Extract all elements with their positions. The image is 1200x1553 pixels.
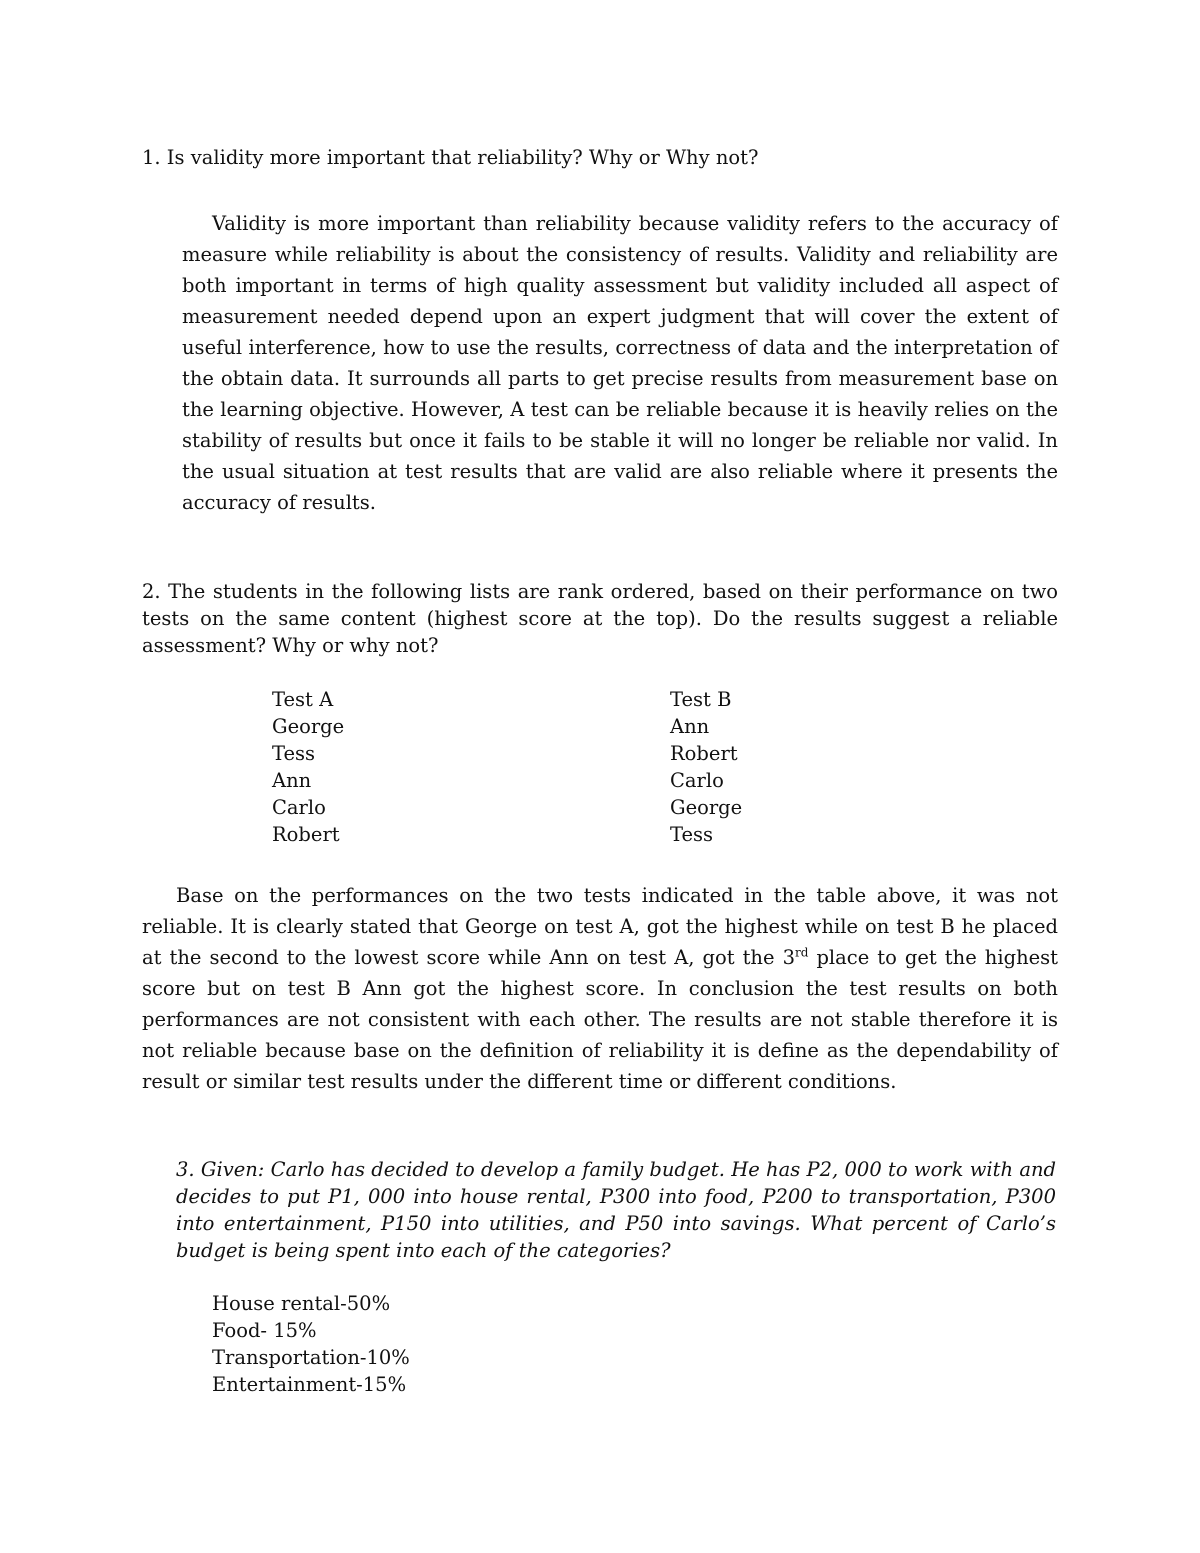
test-b-rank-5: Tess (670, 823, 714, 846)
answer-2-part-1: Base on the performances on the two tests indicated in the table above, it was not reliable. It is clearly stated that George on test A, got the highest while on test B he placed at the second to the lowest score while Ann on test A, got the 3 (142, 884, 1058, 969)
answer-2-part-2: place to get the highest score but on test B Ann got the highest score. In conclusion the test results on both performances are not consistent with each other. The results are not stable therefore it is not reliable because base on the definition of reliability it is define as the dependability of result or similar test results under the different time or different conditions. (142, 946, 1059, 1093)
test-a-header: Test A (272, 688, 334, 711)
test-b-rank-2: Robert (670, 742, 738, 765)
test-a-rank-5: Robert (272, 823, 340, 846)
question-2: 2. The students in the following lists are rank ordered, based on their performance on two tests on the same content (highest score at the top). Do the results suggest a reliable assessment? Why or why not? (142, 580, 1058, 657)
budget-item-entertainment: Entertainment-15% (212, 1373, 407, 1396)
test-a-rank-3: Ann (272, 769, 312, 792)
test-a-rank-2: Tess (272, 742, 316, 765)
test-a-ranking-list (272, 686, 572, 848)
budget-answer-list (212, 1290, 410, 1398)
test-a-rank-1: George (272, 715, 345, 738)
budget-item-transportation: Transportation-10% (212, 1346, 410, 1369)
question-1: 1. Is validity more important that reliability? Why or Why not? (142, 146, 759, 169)
test-b-header: Test B (670, 688, 732, 711)
budget-item-food: Food- 15% (212, 1319, 317, 1342)
budget-item-house-rental: House rental-50% (212, 1292, 391, 1315)
test-b-rank-1: Ann (670, 715, 710, 738)
test-b-ranking-list (670, 686, 970, 848)
question-3: 3. Given: Carlo has decided to develop a family budget. He has P2, 000 to work with and decides to put P1, 000 into house rental, P300 into food, P200 to transportation, P300 into entertainment, P150 into utilities, and P50 into savings. What percent of Carlo’s budget is being spent into each of the categories? (176, 1158, 1056, 1262)
test-b-rank-4: George (670, 796, 743, 819)
test-b-rank-3: Carlo (670, 769, 724, 792)
answer-2-superscript: rd (794, 945, 809, 960)
test-a-rank-4: Carlo (272, 796, 326, 819)
answer-2 (142, 880, 1058, 1097)
answer-1: Validity is more important than reliability because validity refers to the accuracy of measure while reliability is about the consistency of results. Validity and reliability are both important in terms of high quality assessment but validity included all aspect of measurement needed depend upon an expert judgment that will cover the extent of useful interference, how to use the results, correctness of data and the interpretation of the obtain data. It surrounds all parts to get precise results from measurement base on the learning objective. However, A test can be reliable because it is heavily relies on the stability of results but once it fails to be stable it will no longer be reliable nor valid. In the usual situation at test results that are valid are also reliable where it presents the accuracy of results. (182, 212, 1058, 514)
